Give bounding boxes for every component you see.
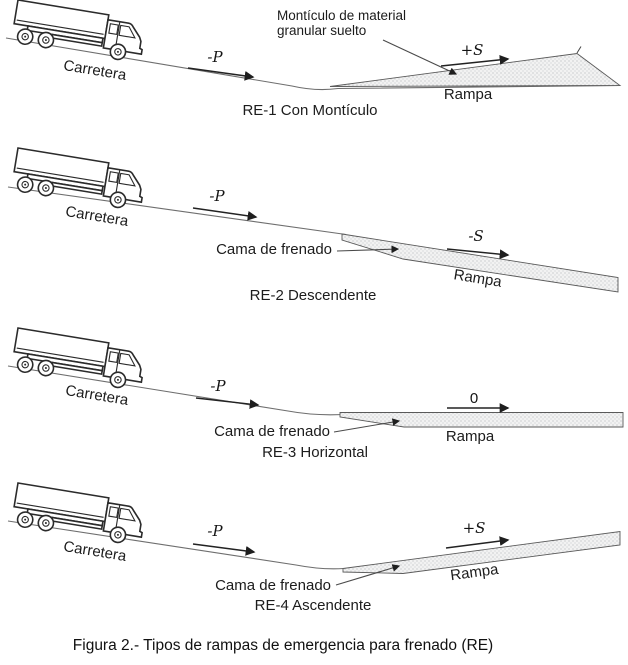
road-label: Carretera — [64, 202, 130, 231]
mound-pointer-arrow — [383, 40, 456, 74]
truck-icon — [11, 0, 147, 63]
approach-grade-arrow — [196, 398, 258, 405]
road-line — [8, 187, 346, 235]
ramp-grade-label: -S — [468, 227, 484, 245]
bed-pointer-arrow — [334, 421, 399, 432]
panel-re1 — [6, 0, 620, 119]
panel-caption: RE-2 Descendente — [249, 287, 377, 304]
truck-icon — [11, 328, 147, 391]
mound-note-line2: granular suelto — [277, 23, 367, 38]
road-label: Carretera — [62, 537, 128, 566]
road-line — [8, 521, 344, 569]
road-line — [8, 366, 350, 415]
panel-re2 — [8, 148, 618, 304]
bed-label: Cama de frenado — [215, 577, 331, 594]
ramp-label: Rampa — [452, 266, 503, 291]
approach-grade-arrow — [193, 208, 256, 217]
approach-grade-label: -P — [207, 522, 223, 540]
road-label: Carretera — [62, 56, 128, 85]
ramp-grade-arrow — [446, 540, 508, 548]
truck-icon — [11, 483, 147, 546]
mound-note-line1: Montículo de material — [277, 8, 407, 23]
approach-grade-label: -P — [209, 187, 225, 205]
panel-re3 — [8, 328, 623, 461]
mound-peak-tick — [577, 47, 581, 54]
approach-grade-label: -P — [210, 377, 226, 395]
panel-caption: RE-4 Ascendente — [254, 597, 372, 614]
panel-caption: RE-1 Con Montículo — [242, 102, 378, 119]
ramp-grade-label: +S — [462, 519, 486, 537]
ramp-label: Rampa — [449, 560, 500, 585]
ramp-grade-label: 0 — [469, 390, 479, 407]
bed-label: Cama de frenado — [214, 423, 330, 440]
ramp-grade-label: +S — [460, 41, 484, 59]
approach-grade-arrow — [188, 68, 253, 77]
figure-caption: Figura 2.- Tipos de rampas de emergencia para frenado (RE) — [72, 637, 494, 654]
ramp-label: Rampa — [445, 428, 495, 445]
truck-icon — [11, 148, 147, 211]
ramp-label: Rampa — [443, 86, 493, 103]
panel-re4 — [8, 483, 620, 614]
panel-caption: RE-3 Horizontal — [262, 444, 368, 461]
road-label: Carretera — [64, 381, 130, 410]
bed-shape — [340, 413, 623, 428]
bed-label: Cama de frenado — [216, 241, 332, 258]
approach-grade-label: -P — [207, 48, 223, 66]
